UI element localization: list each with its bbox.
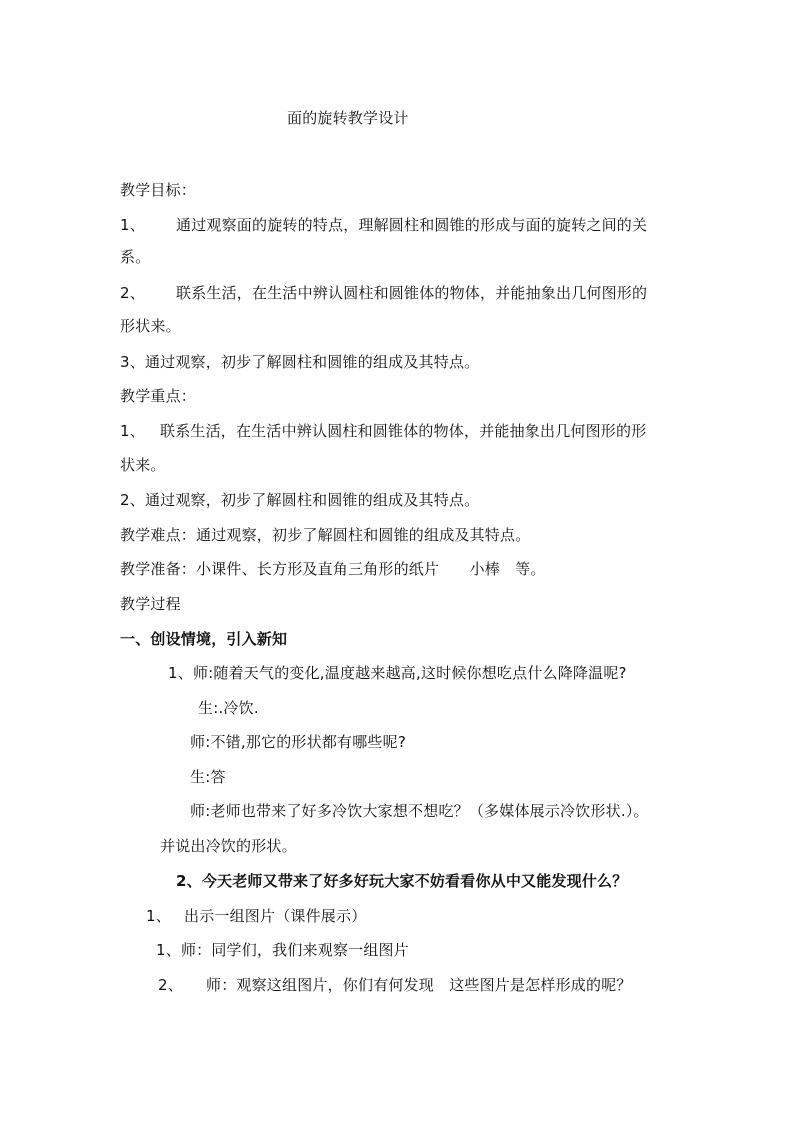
section-1-question-1: 1、师:随着天气的变化,温度越来越高,这时候你想吃点什么降降温呢? [168, 664, 627, 682]
goal-1-line-1 [120, 215, 647, 235]
process-heading: 教学过程 [120, 595, 181, 613]
goal-3: 3、通过观察，初步了解圆柱和圆锥的组成及其特点。 [120, 353, 480, 371]
goal-2-number: 2、 [120, 284, 145, 302]
document-title: 面的旋转教学设计 [287, 109, 409, 127]
section-2-item-1-text: 出示一组图片（课件展示） [184, 907, 367, 925]
focus-1-line-1 [120, 421, 646, 441]
section-1-answer-1: 生:.冷饮. [198, 699, 259, 717]
goal-2-text: 联系生活，在生活中辨认圆柱和圆锥体的物体，并能抽象出几何图形的 [176, 284, 648, 302]
section-1-question-2: 师:不错,那它的形状都有哪些呢? [190, 733, 406, 751]
section-1-question-3-continued: 并说出冷饮的形状。 [160, 837, 297, 855]
goals-heading: 教学目标： [120, 181, 197, 199]
section-2-sub-2-text: 师：观察这组图片，你们有何发现 这些图片是怎样形成的呢？ [206, 976, 632, 994]
section-2-item-1 [146, 906, 366, 926]
goal-1-number: 1、 [120, 216, 145, 234]
difficulty: 教学难点：通过观察，初步了解圆柱和圆锥的组成及其特点。 [120, 526, 531, 544]
section-2-sub-2-number: 2、 [158, 976, 183, 994]
goal-2-line-1 [120, 283, 647, 303]
section-1-answer-2: 生:答 [190, 768, 226, 786]
focus-1-text: 联系生活，在生活中辨认圆柱和圆锥体的物体，并能抽象出几何图形的形 [160, 422, 647, 440]
focus-heading: 教学重点： [120, 387, 197, 405]
goal-2-line-2: 形状来。 [120, 317, 181, 335]
section-2-heading: 2、今天老师又带来了好多好玩大家不妨看看你从中又能发现什么？ [176, 872, 628, 890]
section-2-sub-2 [158, 975, 632, 995]
focus-1-line-2: 状来。 [120, 456, 166, 474]
goal-1-text: 通过观察面的旋转的特点，理解圆柱和圆锥的形成与面的旋转之间的关 [176, 216, 648, 234]
preparation: 教学准备：小课件、长方形及直角三角形的纸片 小棒 等。 [120, 560, 546, 578]
section-1-heading: 一、创设情境，引入新知 [120, 630, 288, 648]
section-2-sub-1: 1、师：同学们，我们来观察一组图片 [156, 941, 409, 959]
focus-1-number: 1、 [120, 422, 145, 440]
goal-1-line-2: 系。 [120, 248, 151, 266]
section-2-item-1-number: 1、 [146, 907, 171, 925]
section-1-question-3: 师:老师也带来了好多冷饮大家想不想吃？（多媒体展示冷饮形状.）。 [190, 802, 649, 820]
focus-2: 2、通过观察，初步了解圆柱和圆锥的组成及其特点。 [120, 491, 480, 509]
